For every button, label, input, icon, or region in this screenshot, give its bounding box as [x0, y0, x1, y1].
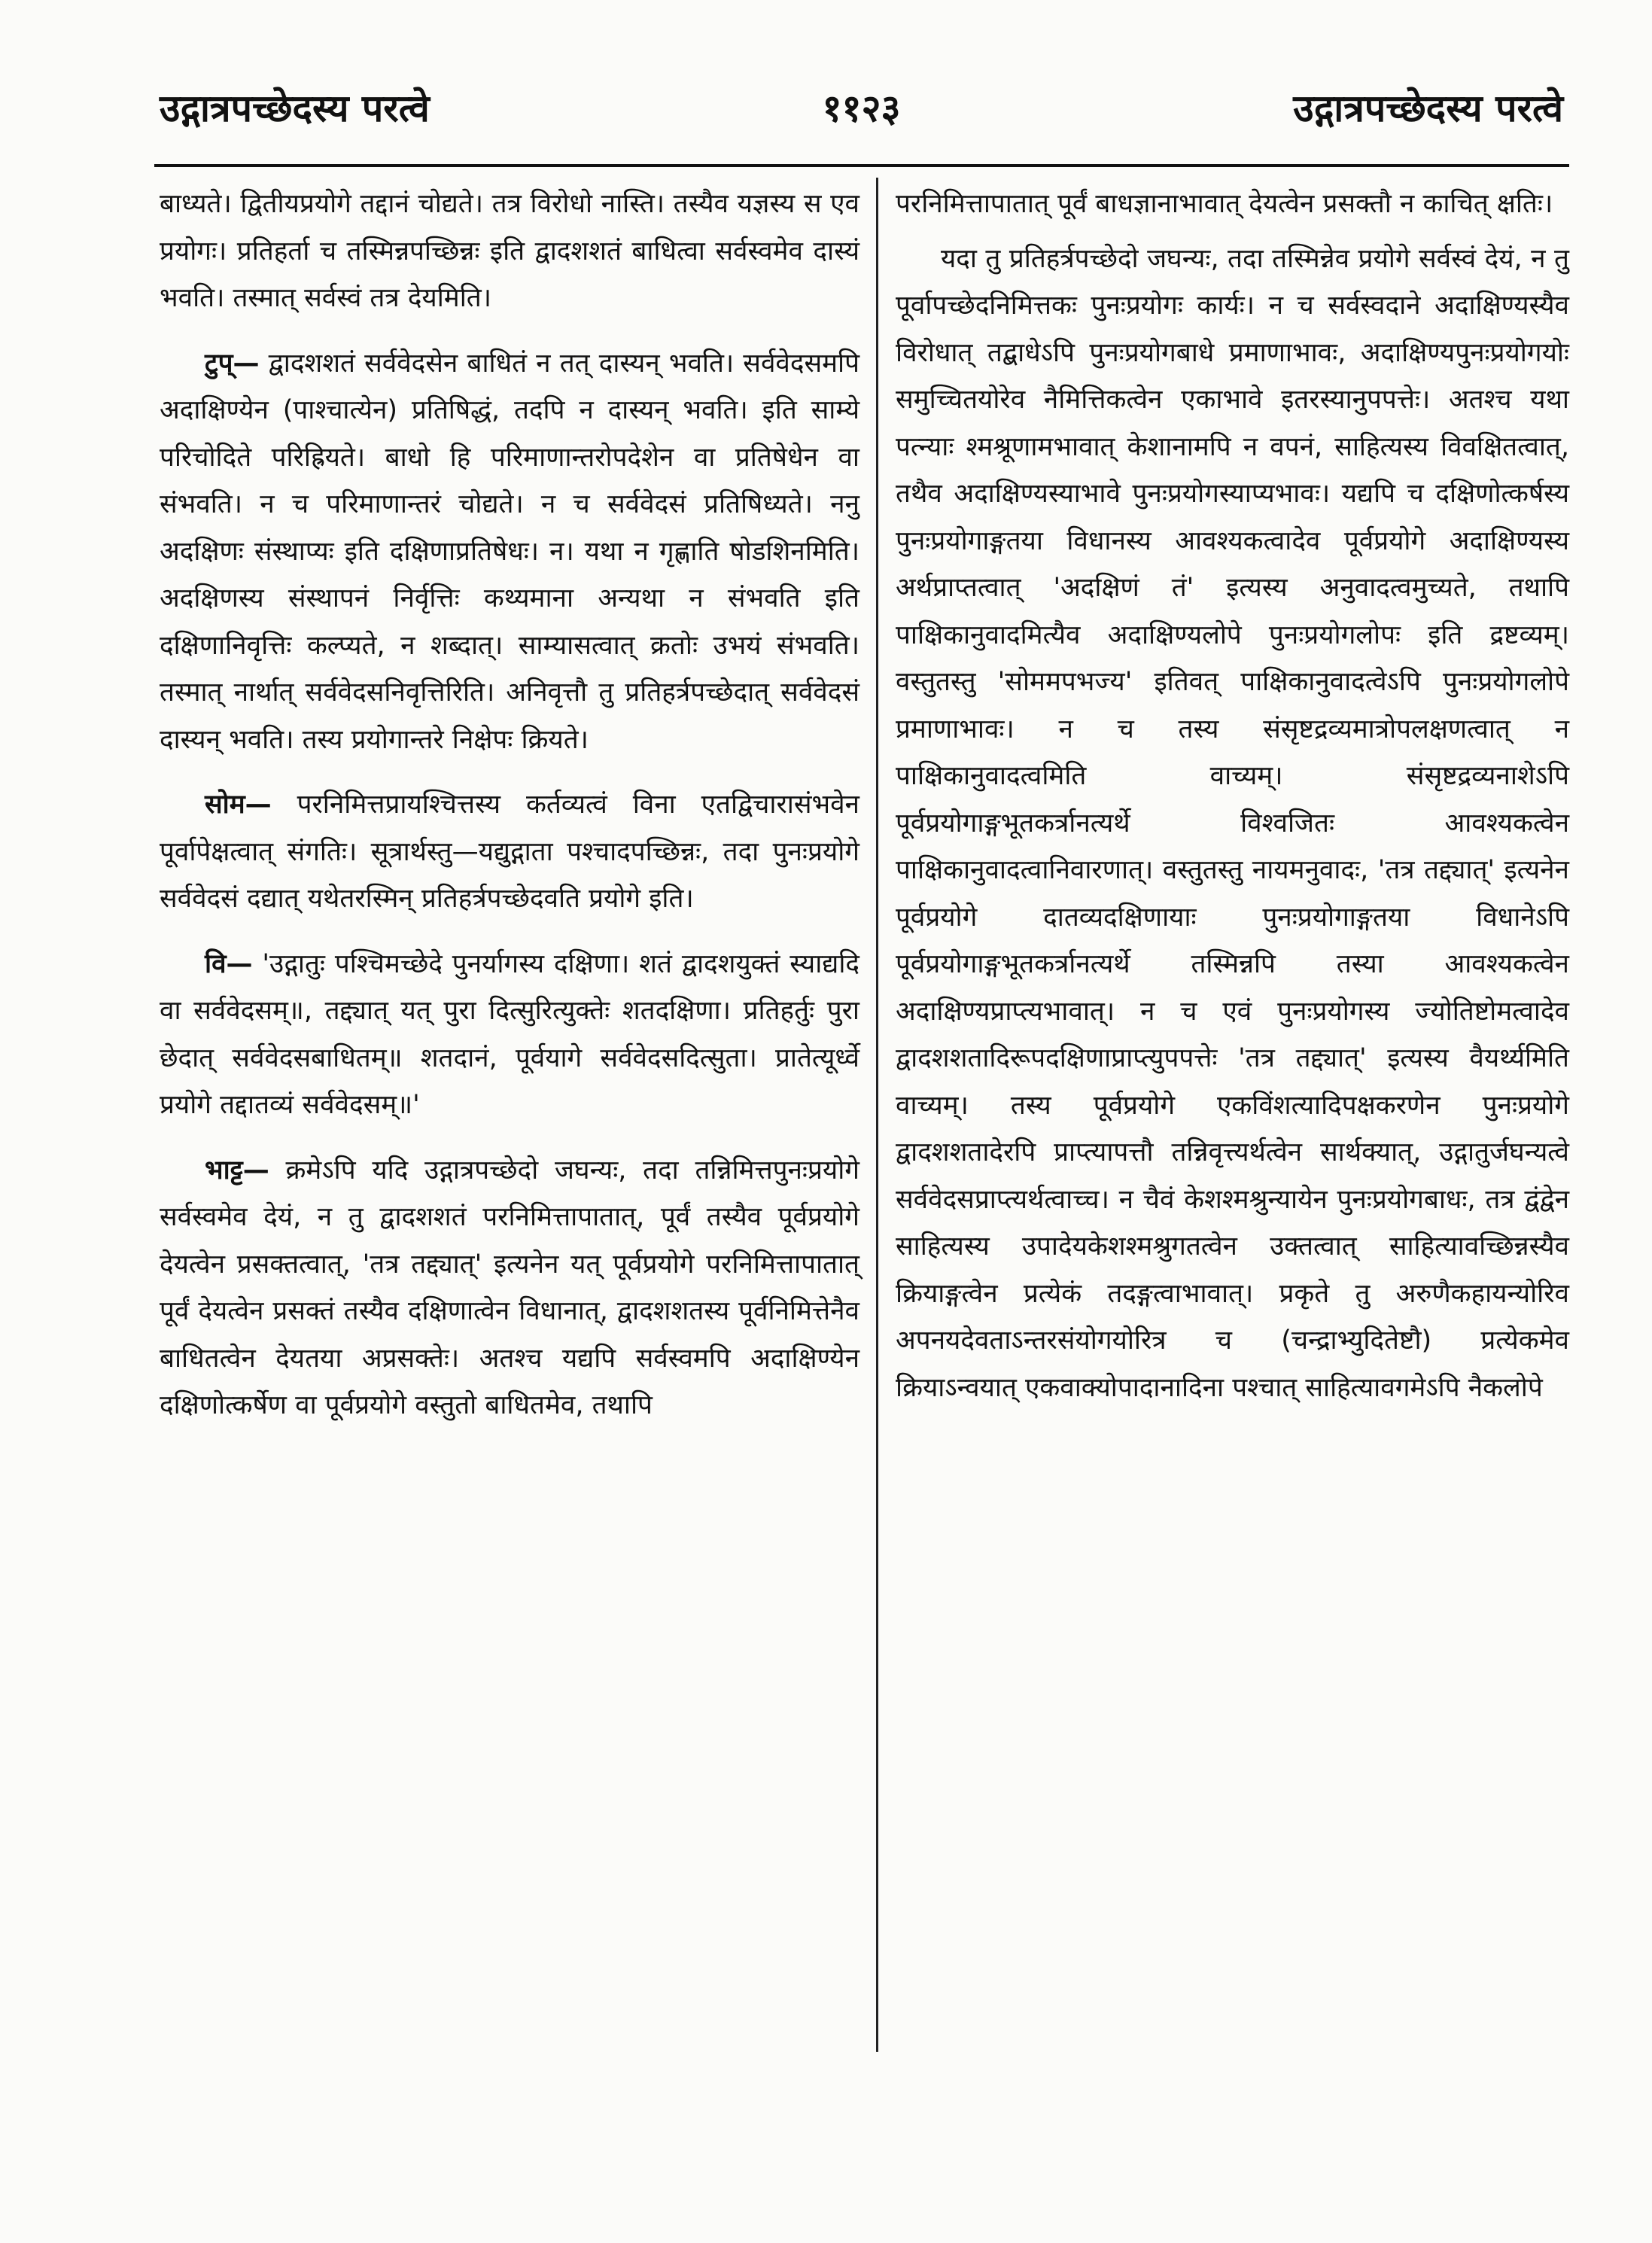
header-left-title: उद्गात्रपच्छेदस्य परत्वे: [160, 87, 430, 130]
paragraph-text: क्रमेऽपि यदि उद्गात्रपच्छेदो जघन्यः, तदा तन्निमित्तपुनःप्रयोगे सर्वस्वमेव देयं, न तु द्वादशशतं परनिमित्तापातात्, पूर्वं तस्यैव पूर्वप्रयोगे देयत्वेन प्रसक्तत्वात्, 'तत्र तद्द्यात्' इत्यनेन यत् पूर्वप्रयोगे परनिमित्तापातात् पूर्वं देयत्वेन प्रसक्तं तस्यैव दक्षिणात्वेन विधानात्, द्वादशशतस्य पूर्वनिमित्तेनैव बाधितत्वेन देयतया अप्रसक्तेः। अतश्च यद्यपि सर्वस्वमपि अदाक्षिण्येन दक्षिणोत्कर्षेण वा पूर्वप्रयोगे वस्तुतो बाधितमेव, तथापि: [160, 1155, 859, 1420]
header-right-title: उद्गात्रपच्छेदस्य परत्वे: [1293, 87, 1563, 130]
commentary-label: टुप्—: [205, 348, 260, 379]
paragraph-text: परनिमित्तप्रायश्चित्तस्य कर्तव्यत्वं विना एतद्विचारासंभवेन पूर्वापेक्षत्वात् संगतिः। सूत्रार्थस्तु—यद्युद्गाता पश्चादपच्छिन्नः, तदा पुनःप्रयोगे सर्ववेदसं दद्यात् यथेतरस्मिन् प्रतिहर्त्रपच्छेदवति प्रयोगे इति।: [160, 790, 859, 914]
running-header: [160, 81, 1563, 145]
page-number: ११२३: [822, 87, 901, 130]
paragraph: [160, 340, 859, 764]
paragraph: [160, 781, 859, 923]
paragraph-text: द्वादशशतं सर्ववेदसेन बाधितं न तत् दास्यन् भवति। सर्ववेदसमपि अदाक्षिण्येन (पाश्चात्येन) प्रतिषिद्धं, तदपि न दास्यन् भवति। इति साम्ये परिचोदिते परिह्रियते। बाधो हि परिमाणान्तरोपदेशेन वा प्रतिषेधेन वा संभवति। न च परिमाणान्तरं चोद्यते। न च सर्ववेदसं प्रतिषिध्यते। ननु अदक्षिणः संस्थाप्यः इति दक्षिणाप्रतिषेधः। न। यथा न गृह्णाति षोडशिनमिति। अदक्षिणस्य संस्थापनं निर्वृत्तिः कथ्यमाना अन्यथा न संभवति इति दक्षिणानिवृत्तिः कल्प्यते, न शब्दात्। साम्यासत्वात् क्रतोः उभयं संभवति। तस्मात् नार्थात् सर्ववेदसनिवृत्तिरिति। अनिवृत्तौ तु प्रतिहर्त्रपच्छेदात् सर्ववेदसं दास्यन् भवति। तस्य प्रयोगान्तरे निक्षेपः क्रियते।: [160, 348, 859, 755]
column-divider: [876, 178, 878, 2052]
right-column: [896, 181, 1569, 1411]
paragraph-text: बाध्यते। द्वितीयप्रयोगे तद्दानं चोद्यते। तत्र विरोधो नास्ति। तस्यैव यज्ञस्य स एव प्रयोगः। प्रतिहर्ता च तस्मिन्नपच्छिन्नः इति द्वादशशतं बाधित्वा सर्वस्वमेव दास्यं भवति। तस्मात् सर्वस्वं तत्र देयमिति।: [160, 189, 859, 313]
left-column: [160, 181, 859, 1429]
commentary-label: सोम—: [205, 790, 272, 820]
commentary-label: भाट्ट—: [205, 1155, 269, 1185]
paragraph-text: परनिमित्तापातात् पूर्वं बाधज्ञानाभावात् देयत्वेन प्रसक्तौ न काचित् क्षतिः।: [896, 189, 1553, 219]
paragraph-text: यदा तु प्रतिहर्त्रपच्छेदो जघन्यः, तदा तस्मिन्नेव प्रयोगे सर्वस्वं देयं, न तु पूर्वापच्छेदनिमित्तकः पुनःप्रयोगः कार्यः। न च सर्वस्वदाने अदाक्षिण्यस्यैव विरोधात् तद्बाधेऽपि पुनःप्रयोगबाधे प्रमाणाभावः, अदाक्षिण्यपुनःप्रयोगयोः समुच्चितयोरेव नैमित्तिकत्वेन एकाभावे इतरस्यानुपपत्तेः। अतश्च यथा पत्न्याः श्मश्रूणामभावात् केशानामपि न वपनं, साहित्यस्य विवक्षितत्वात्, तथैव अदाक्षिण्यस्याभावे पुनःप्रयोगस्याप्यभावः। यद्यपि च दक्षिणोत्कर्षस्य पुनःप्रयोगाङ्गतया विधानस्य आवश्यकत्वादेव पूर्वप्रयोगे अदाक्षिण्यस्य अर्थप्राप्तत्वात् 'अदक्षिणं तं' इत्यस्य अनुवादत्वमुच्यते, तथापि पाक्षिकानुवादमित्यैव अदाक्षिण्यलोपे पुनःप्रयोगलोपः इति द्रष्टव्यम्। वस्तुतस्तु 'सोममपभज्य' इतिवत् पाक्षिकानुवादत्वेऽपि पुनःप्रयोगलोपे प्रमाणाभावः। न च तस्य संसृष्टद्रव्यमात्रोपलक्षणत्वात् न पाक्षिकानुवादत्वमिति वाच्यम्। संसृष्टद्रव्यनाशेऽपि पूर्वप्रयोगाङ्गभूतकर्त्रानत्यर्थे विश्वजितः आवश्यकत्वेन पाक्षिकानुवादत्वानिवारणात्। वस्तुतस्तु नायमनुवादः, 'तत्र तद्द्यात्' इत्यनेन पूर्वप्रयोगे दातव्यदक्षिणायाः पुनःप्रयोगाङ्गतया विधानेऽपि पूर्वप्रयोगाङ्गभूतकर्त्रानत्यर्थे तस्मिन्नपि तस्या आवश्यकत्वेन अदाक्षिण्यप्राप्त्यभावात्। न च एवं पुनःप्रयोगस्य ज्योतिष्टोमत्वादेव द्वादशशतादिरूपदक्षिणाप्राप्त्युपपत्तेः 'तत्र तद्द्यात्' इत्यस्य वैयर्थ्यमिति वाच्यम्। तस्य पूर्वप्रयोगे एकविंशत्यादिपक्षकरणेन पुनःप्रयोगे द्वादशशतादेरपि प्राप्त्यापत्तौ तन्निवृत्त्यर्थत्वेन सार्थक्यात्, उद्गातुर्जघन्यत्वे सर्ववेदसप्राप्त्यर्थत्वाच्च। न चैवं केशश्मश्रुन्यायेन पुनःप्रयोगबाधः, तत्र द्वंद्वेन साहित्यस्य उपादेयकेशश्मश्रुगतत्वेन उक्तत्वात् साहित्यावच्छिन्नस्यैव क्रियाङ्गत्वेन प्रत्येकं तदङ्गत्वाभावात्। प्रकृते तु अरुणैकहायन्योरिव अपनयदेवताऽन्तरसंयोगयोरित्र च (चन्द्राभ्युदितेष्टौ) प्रत्येकमेव क्रियाऽन्वयात् एकवाक्योपादानादिना पश्चात् साहित्यावगमेऽपि नैकलोपे: [896, 243, 1569, 1403]
paragraph: [896, 236, 1569, 1412]
paragraph: [160, 181, 859, 322]
paragraph: [160, 1147, 859, 1429]
commentary-label: वि—: [205, 948, 253, 979]
header-rule: [154, 164, 1569, 167]
paragraph: [160, 941, 859, 1129]
paragraph: [896, 181, 1569, 228]
paragraph-text: 'उद्गातुः पश्चिमच्छेदे पुनर्यागस्य दक्षिणा। शतं द्वादशयुक्तं स्याद्यदि वा सर्ववेदसम्॥, तद्द्यात् यत् पुरा दित्सुरित्युक्तेः शतदक्षिणा। प्रतिहर्तुः पुरा छेदात् सर्ववेदसबाधितम्॥ शतदानं, पूर्वयागे सर्ववेदसदित्सुता। प्रातेत्यूर्ध्वे प्रयोगे तद्दातव्यं सर्ववेदसम्॥': [160, 948, 859, 1120]
